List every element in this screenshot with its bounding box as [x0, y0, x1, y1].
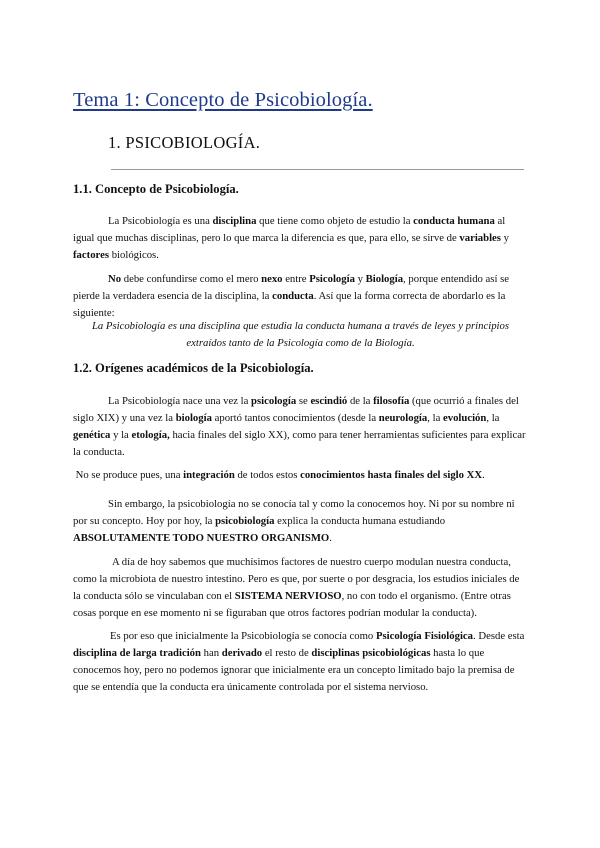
paragraph-integration: No se produce pues, una integración de todos estos conocimientos hasta finales del siglo XX. [75, 469, 485, 481]
paragraph-microbiota: A día de hoy sabemos que muchísimos factores de nuestro cuerpo modulan nuestra conducta, como la microbiota de nuestro intestino. Pero es que, por suerte o por desgracia, los estudios iniciales de la conducta sólo se vinculaban con el SISTEMA NERVIOSO, no con todo el organismo. (Entre otras cosas porque en ese momento ni se figuraban que otros factores podrían modular la conducta). [73, 556, 520, 619]
paragraph-psicologia-fisiologica: Es por eso que inicialmente la Psicobiología se conocía como Psicología Fisiológica. Desde esta disciplina de larga tradición han derivado el resto de disciplinas psicobiológicas hasta lo que conocemos hoy, pero no podemos ignorar que inicialmente era un concepto limitado bajo la premisa de que se entendía que la conducta era únicamente controlada por el sistema nervioso. [73, 630, 525, 693]
definition-quote: La Psicobiología es una disciplina que estudia la conducta humana a través de leyes y principios extraídos tanto de la Psicología como de la Biología. [91, 320, 510, 349]
section-heading: 1. PSICOBIOLOGÍA. [108, 133, 261, 152]
subheading-concepto: 1.1. Concepto de Psicobiología. [73, 182, 239, 196]
paragraph-organism: Sin embargo, la psicobiología no se conocía tal y como la conocemos hoy. Ni por su nombre ni por su concepto. Hoy por hoy, la psicobiología explica la conducta humana estudiando ABSOLUTAMENTE TODO NUESTRO ORGANISMO. [73, 498, 515, 544]
document-title: Tema 1: Concepto de Psicobiología. [73, 89, 373, 111]
subheading-origenes: 1.2. Orígenes académicos de la Psicobiología. [73, 361, 314, 375]
paragraph-definition: La Psicobiología es una disciplina que tiene como objeto de estudio la conducta humana al igual que muchas disciplinas, pero lo que marca la diferencia es que, para ello, se sirve de variables y factores biológicos. [73, 215, 509, 261]
horizontal-rule [111, 169, 524, 170]
paragraph-origins: La Psicobiología nace una vez la psicología se escindió de la filosofía (que ocurrió a finales del siglo XIX) y una vez la biología aportó tantos conocimientos (desde la neurología, la evolución, la genética y la etología, hacia finales del siglo XX), como para tener herramientas suficientes para explicar la conducta. [73, 395, 526, 458]
paragraph-nexo: No debe confundirse como el mero nexo entre Psicología y Biología, porque entendido así se pierde la verdadera esencia de la disciplina, la conducta. Así que la forma correcta de abordarlo es la siguiente: [73, 273, 510, 319]
